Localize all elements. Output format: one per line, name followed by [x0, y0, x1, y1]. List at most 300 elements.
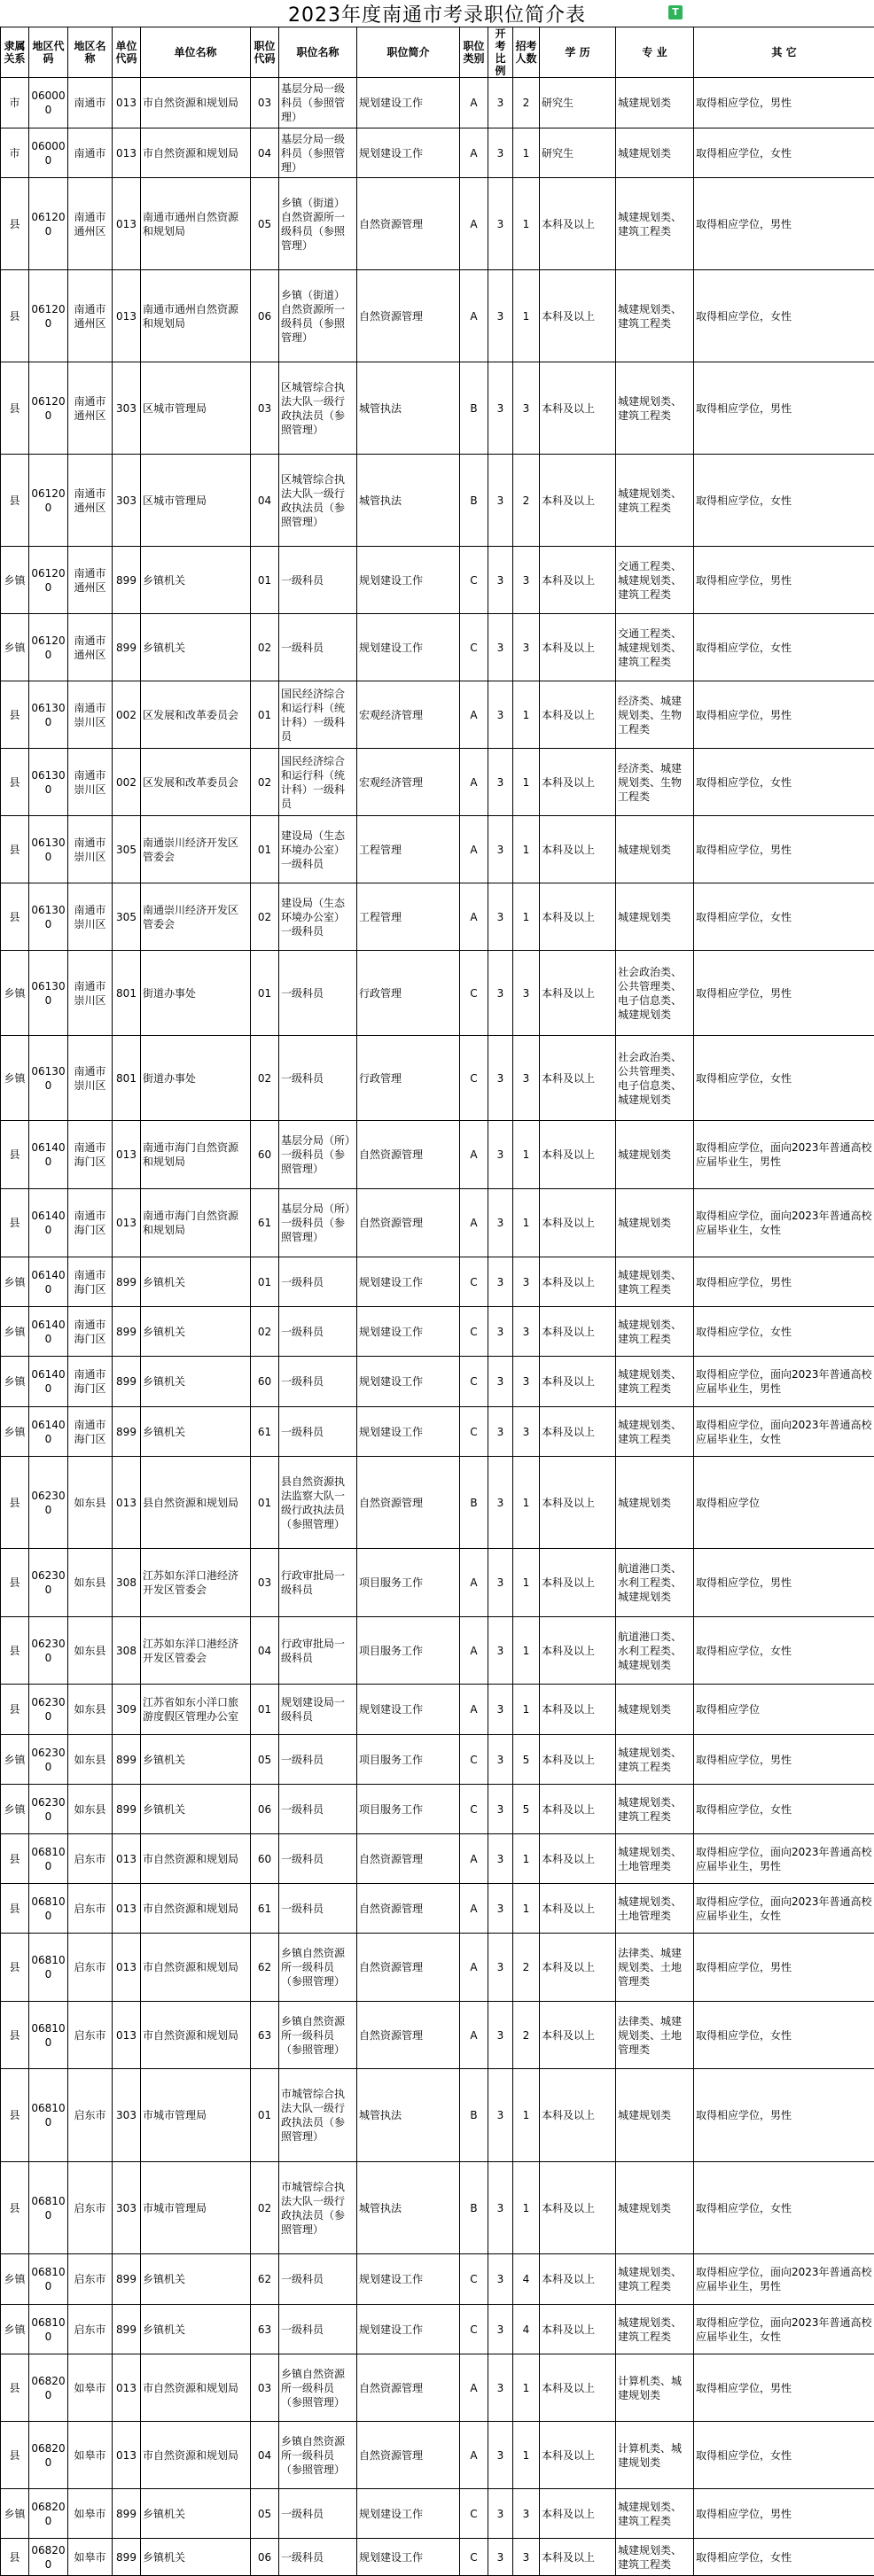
- header-region-code: 地区代码: [29, 27, 68, 78]
- cell-education: 本科及以上: [540, 1407, 616, 1457]
- cell-recruit-count: 1: [513, 1884, 540, 1934]
- cell-unit-code: 899: [113, 2489, 141, 2539]
- cell-recruit-count: 3: [513, 2539, 540, 2576]
- cell-education: 本科及以上: [540, 2422, 616, 2489]
- cell-major: 法律类、城建规划类、土地管理类: [616, 2002, 694, 2069]
- cell-exam-ratio: 3: [488, 1549, 513, 1617]
- cell-position-name: 一级科员: [279, 2305, 357, 2354]
- cell-recruit-count: 1: [513, 1457, 540, 1549]
- cell-unit-code: 801: [113, 951, 141, 1036]
- header-region-name: 地区名称: [68, 27, 113, 78]
- table-row: [1, 362, 874, 455]
- cell-unit-name: 乡镇机关: [141, 1307, 251, 1357]
- cell-position-summary: 自然资源管理: [357, 178, 460, 270]
- cell-position-category: C: [460, 1307, 488, 1357]
- cell-other: 取得相应学位，男性: [694, 78, 874, 128]
- cell-unit-name: 乡镇机关: [141, 2254, 251, 2305]
- cell-position-name: 建设局（生态环境办公室）一级科员: [279, 816, 357, 883]
- cell-affiliation: 县: [1, 1884, 29, 1934]
- cell-region-code: 068100: [29, 2162, 68, 2254]
- cell-education: 本科及以上: [540, 1735, 616, 1785]
- cell-region-name: 南通市通州区: [68, 455, 113, 547]
- cell-affiliation: 县: [1, 455, 29, 547]
- cell-unit-name: 街道办事处: [141, 951, 251, 1036]
- cell-other: 取得相应学位，面向2023年普通高校应届毕业生，女性: [694, 1407, 874, 1457]
- text-badge-icon[interactable]: T: [668, 5, 683, 19]
- cell-unit-code: 303: [113, 2069, 141, 2162]
- cell-recruit-count: 2: [513, 78, 540, 128]
- cell-other: 取得相应学位，男性: [694, 547, 874, 614]
- table-row: [1, 2162, 874, 2254]
- cell-region-code: 061200: [29, 547, 68, 614]
- cell-position-category: A: [460, 883, 488, 951]
- cell-position-code: 02: [251, 1307, 279, 1357]
- cell-major: 交通工程类、城建规划类、建筑工程类: [616, 614, 694, 681]
- cell-position-summary: 规划建设工作: [357, 547, 460, 614]
- table-row: [1, 1121, 874, 1189]
- cell-position-code: 61: [251, 1189, 279, 1257]
- cell-region-code: 061400: [29, 1121, 68, 1189]
- header-other: 其 它: [694, 27, 874, 78]
- cell-region-name: 如东县: [68, 1617, 113, 1685]
- cell-major: 城建规划类: [616, 2069, 694, 2162]
- cell-position-name: 区城管综合执法大队一级行政执法员（参照管理）: [279, 455, 357, 547]
- table-row: [1, 1934, 874, 2002]
- cell-unit-name: 市城市管理局: [141, 2162, 251, 2254]
- cell-region-name: 南通市崇川区: [68, 816, 113, 883]
- cell-position-category: C: [460, 2489, 488, 2539]
- cell-region-code: 068100: [29, 1934, 68, 2002]
- cell-exam-ratio: 3: [488, 951, 513, 1036]
- cell-position-category: A: [460, 1834, 488, 1884]
- cell-position-name: 县自然资源执法监察大队一级行政执法员（参照管理）: [279, 1457, 357, 1549]
- cell-affiliation: 乡镇: [1, 1357, 29, 1407]
- cell-position-summary: 规划建设工作: [357, 2254, 460, 2305]
- cell-other: 取得相应学位，女性: [694, 749, 874, 816]
- cell-exam-ratio: 3: [488, 1257, 513, 1307]
- cell-other: 取得相应学位: [694, 1457, 874, 1549]
- cell-region-code: 061200: [29, 178, 68, 270]
- cell-education: 本科及以上: [540, 2069, 616, 2162]
- cell-region-code: 060000: [29, 78, 68, 128]
- cell-unit-name: 南通市通州自然资源和规划局: [141, 270, 251, 362]
- cell-recruit-count: 1: [513, 1834, 540, 1884]
- cell-other: 取得相应学位，男性: [694, 362, 874, 455]
- cell-affiliation: 乡镇: [1, 1307, 29, 1357]
- cell-other: 取得相应学位，男性: [694, 1934, 874, 2002]
- cell-unit-code: 899: [113, 547, 141, 614]
- cell-position-name: 基层分局一级科员（参照管理）: [279, 128, 357, 178]
- cell-region-name: 启东市: [68, 2162, 113, 2254]
- cell-region-name: 启东市: [68, 2305, 113, 2354]
- cell-other: 取得相应学位，面向2023年普通高校应届毕业生，女性: [694, 1189, 874, 1257]
- cell-exam-ratio: 3: [488, 362, 513, 455]
- cell-affiliation: 县: [1, 2422, 29, 2489]
- cell-exam-ratio: 3: [488, 1457, 513, 1549]
- cell-unit-code: 801: [113, 1036, 141, 1121]
- cell-major: 城建规划类、建筑工程类: [616, 2539, 694, 2576]
- cell-position-code: 02: [251, 749, 279, 816]
- cell-position-code: 62: [251, 2254, 279, 2305]
- cell-education: 研究生: [540, 78, 616, 128]
- cell-education: 本科及以上: [540, 614, 616, 681]
- cell-region-code: 068100: [29, 1834, 68, 1884]
- cell-education: 本科及以上: [540, 270, 616, 362]
- cell-recruit-count: 3: [513, 2489, 540, 2539]
- cell-exam-ratio: 3: [488, 270, 513, 362]
- cell-unit-name: 区发展和改革委员会: [141, 681, 251, 749]
- cell-region-code: 061300: [29, 816, 68, 883]
- cell-region-code: 061300: [29, 1036, 68, 1121]
- cell-region-name: 如东县: [68, 1685, 113, 1735]
- cell-position-category: C: [460, 1735, 488, 1785]
- cell-position-summary: 城管执法: [357, 2069, 460, 2162]
- cell-position-summary: 规划建设工作: [357, 2489, 460, 2539]
- cell-education: 本科及以上: [540, 749, 616, 816]
- cell-region-name: 南通市通州区: [68, 614, 113, 681]
- cell-position-code: 06: [251, 1785, 279, 1834]
- cell-position-summary: 自然资源管理: [357, 2354, 460, 2422]
- cell-unit-name: 乡镇机关: [141, 614, 251, 681]
- cell-position-summary: 项目服务工作: [357, 1617, 460, 1685]
- cell-education: 本科及以上: [540, 2305, 616, 2354]
- cell-position-summary: 规划建设工作: [357, 1307, 460, 1357]
- cell-position-summary: 规划建设工作: [357, 1257, 460, 1307]
- cell-position-code: 03: [251, 2354, 279, 2422]
- cell-position-category: A: [460, 816, 488, 883]
- header-affiliation: 隶属关系: [1, 27, 29, 78]
- cell-exam-ratio: 3: [488, 2354, 513, 2422]
- cell-other: 取得相应学位，女性: [694, 1785, 874, 1834]
- cell-education: 本科及以上: [540, 2354, 616, 2422]
- cell-region-name: 南通市通州区: [68, 547, 113, 614]
- cell-affiliation: 乡镇: [1, 951, 29, 1036]
- cell-position-code: 60: [251, 1357, 279, 1407]
- cell-position-summary: 城管执法: [357, 362, 460, 455]
- cell-region-name: 启东市: [68, 2254, 113, 2305]
- cell-exam-ratio: 3: [488, 1884, 513, 1934]
- cell-unit-code: 899: [113, 1785, 141, 1834]
- cell-unit-code: 013: [113, 1834, 141, 1884]
- cell-exam-ratio: 3: [488, 2305, 513, 2354]
- cell-exam-ratio: 3: [488, 681, 513, 749]
- cell-major: 计算机类、城建规划类: [616, 2354, 694, 2422]
- cell-region-name: 南通市崇川区: [68, 1036, 113, 1121]
- page-title: 2023年度南通市考录职位简介表: [288, 0, 586, 27]
- table-row: [1, 2489, 874, 2539]
- cell-unit-name: 乡镇机关: [141, 2305, 251, 2354]
- cell-other: 取得相应学位，女性: [694, 2539, 874, 2576]
- cell-region-code: 061300: [29, 681, 68, 749]
- cell-position-name: 一级科员: [279, 2489, 357, 2539]
- cell-unit-code: 013: [113, 2002, 141, 2069]
- cell-position-name: 基层分局一级科员（参照管理）: [279, 78, 357, 128]
- cell-major: 城建规划类: [616, 1121, 694, 1189]
- cell-affiliation: 乡镇: [1, 1036, 29, 1121]
- cell-position-category: B: [460, 2069, 488, 2162]
- cell-unit-code: 013: [113, 270, 141, 362]
- cell-recruit-count: 1: [513, 1685, 540, 1735]
- cell-exam-ratio: 3: [488, 883, 513, 951]
- cell-education: 本科及以上: [540, 362, 616, 455]
- cell-exam-ratio: 3: [488, 178, 513, 270]
- table-row: [1, 1884, 874, 1934]
- cell-region-code: 062300: [29, 1457, 68, 1549]
- cell-region-code: 061400: [29, 1407, 68, 1457]
- cell-exam-ratio: 3: [488, 1121, 513, 1189]
- cell-recruit-count: 2: [513, 1934, 540, 2002]
- cell-position-name: 建设局（生态环境办公室）一级科员: [279, 883, 357, 951]
- cell-unit-code: 899: [113, 1307, 141, 1357]
- cell-position-category: A: [460, 270, 488, 362]
- cell-position-summary: 自然资源管理: [357, 1934, 460, 2002]
- cell-other: 取得相应学位，男性: [694, 2069, 874, 2162]
- cell-position-code: 61: [251, 1407, 279, 1457]
- cell-affiliation: 县: [1, 1549, 29, 1617]
- table-row: [1, 1549, 874, 1617]
- cell-other: 取得相应学位，男性: [694, 816, 874, 883]
- cell-exam-ratio: 3: [488, 78, 513, 128]
- table-row: [1, 816, 874, 883]
- cell-unit-name: 乡镇机关: [141, 1257, 251, 1307]
- cell-position-code: 63: [251, 2305, 279, 2354]
- cell-unit-name: 南通市海门自然资源和规划局: [141, 1121, 251, 1189]
- cell-other: 取得相应学位，女性: [694, 1036, 874, 1121]
- cell-position-name: 一级科员: [279, 1257, 357, 1307]
- cell-position-summary: 自然资源管理: [357, 1189, 460, 1257]
- cell-major: 城建规划类: [616, 1685, 694, 1735]
- cell-exam-ratio: 3: [488, 2069, 513, 2162]
- cell-other: 取得相应学位，面向2023年普通高校应届毕业生，男性: [694, 2254, 874, 2305]
- cell-region-name: 启东市: [68, 2069, 113, 2162]
- cell-unit-code: 013: [113, 1189, 141, 1257]
- cell-unit-name: 乡镇机关: [141, 2489, 251, 2539]
- cell-position-name: 行政审批局一级科员: [279, 1617, 357, 1685]
- cell-position-code: 01: [251, 681, 279, 749]
- cell-region-name: 南通市崇川区: [68, 883, 113, 951]
- cell-affiliation: 县: [1, 2002, 29, 2069]
- table-row: [1, 1457, 874, 1549]
- cell-position-name: 一级科员: [279, 1834, 357, 1884]
- cell-position-category: A: [460, 1189, 488, 1257]
- cell-education: 本科及以上: [540, 1617, 616, 1685]
- cell-affiliation: 县: [1, 1617, 29, 1685]
- cell-position-name: 乡镇（街道）自然资源所一级科员（参照管理）: [279, 270, 357, 362]
- cell-region-code: 062300: [29, 1735, 68, 1785]
- cell-affiliation: 县: [1, 749, 29, 816]
- cell-region-code: 061300: [29, 883, 68, 951]
- header-position-category: 职位类别: [460, 27, 488, 78]
- cell-position-name: 市城管综合执法大队一级行政执法员（参照管理）: [279, 2162, 357, 2254]
- cell-position-code: 61: [251, 1884, 279, 1934]
- cell-position-summary: 项目服务工作: [357, 1549, 460, 1617]
- cell-exam-ratio: 3: [488, 2162, 513, 2254]
- cell-education: 本科及以上: [540, 681, 616, 749]
- cell-unit-code: 305: [113, 816, 141, 883]
- cell-exam-ratio: 3: [488, 2489, 513, 2539]
- cell-position-category: A: [460, 128, 488, 178]
- cell-unit-name: 江苏省如东小洋口旅游度假区管理办公室: [141, 1685, 251, 1735]
- cell-education: 本科及以上: [540, 2489, 616, 2539]
- cell-position-name: 一级科员: [279, 951, 357, 1036]
- cell-position-category: A: [460, 749, 488, 816]
- cell-exam-ratio: 3: [488, 1934, 513, 2002]
- cell-unit-code: 899: [113, 2539, 141, 2576]
- cell-recruit-count: 2: [513, 2002, 540, 2069]
- table-row: [1, 681, 874, 749]
- cell-recruit-count: 1: [513, 2162, 540, 2254]
- cell-position-code: 06: [251, 270, 279, 362]
- cell-position-category: A: [460, 1121, 488, 1189]
- table-row: [1, 2069, 874, 2162]
- cell-major: 社会政治类、公共管理类、电子信息类、城建规划类: [616, 951, 694, 1036]
- cell-other: 取得相应学位，男性: [694, 681, 874, 749]
- cell-affiliation: 县: [1, 681, 29, 749]
- cell-position-name: 一级科员: [279, 1785, 357, 1834]
- table-row: [1, 749, 874, 816]
- table-row: [1, 2354, 874, 2422]
- cell-position-name: 乡镇自然资源所一级科员（参照管理）: [279, 2422, 357, 2489]
- cell-affiliation: 乡镇: [1, 2305, 29, 2354]
- cell-region-name: 南通市海门区: [68, 1189, 113, 1257]
- cell-unit-name: 市自然资源和规划局: [141, 2354, 251, 2422]
- cell-region-code: 061200: [29, 455, 68, 547]
- cell-region-code: 062300: [29, 1549, 68, 1617]
- cell-recruit-count: 1: [513, 1549, 540, 1617]
- cell-unit-name: 乡镇机关: [141, 547, 251, 614]
- title-bar: [0, 0, 874, 27]
- cell-position-name: 基层分局（所）一级科员（参照管理）: [279, 1189, 357, 1257]
- cell-unit-name: 乡镇机关: [141, 1785, 251, 1834]
- cell-region-name: 南通市通州区: [68, 362, 113, 455]
- cell-position-category: C: [460, 2539, 488, 2576]
- cell-exam-ratio: 3: [488, 2002, 513, 2069]
- cell-position-category: C: [460, 614, 488, 681]
- cell-position-summary: 规划建设工作: [357, 1407, 460, 1457]
- cell-region-code: 060000: [29, 128, 68, 178]
- cell-position-code: 01: [251, 2069, 279, 2162]
- table-row: [1, 128, 874, 178]
- cell-recruit-count: 1: [513, 1617, 540, 1685]
- cell-education: 本科及以上: [540, 1036, 616, 1121]
- cell-exam-ratio: 3: [488, 1834, 513, 1884]
- table-row: [1, 2422, 874, 2489]
- cell-education: 本科及以上: [540, 1884, 616, 1934]
- cell-position-category: A: [460, 681, 488, 749]
- cell-region-name: 如皋市: [68, 2539, 113, 2576]
- cell-exam-ratio: 3: [488, 455, 513, 547]
- cell-other: 取得相应学位: [694, 1685, 874, 1735]
- cell-position-summary: 规划建设工作: [357, 1357, 460, 1407]
- table-row: [1, 1834, 874, 1884]
- cell-region-code: 068200: [29, 2489, 68, 2539]
- cell-exam-ratio: 3: [488, 1407, 513, 1457]
- cell-position-name: 规划建设局一级科员: [279, 1685, 357, 1735]
- cell-position-code: 60: [251, 1834, 279, 1884]
- cell-affiliation: 乡镇: [1, 2489, 29, 2539]
- cell-other: 取得相应学位，面向2023年普通高校应届毕业生，女性: [694, 2305, 874, 2354]
- cell-affiliation: 县: [1, 816, 29, 883]
- cell-recruit-count: 4: [513, 2305, 540, 2354]
- cell-unit-code: 013: [113, 1121, 141, 1189]
- cell-position-name: 乡镇自然资源所一级科员（参照管理）: [279, 1934, 357, 2002]
- cell-recruit-count: 1: [513, 178, 540, 270]
- table-row: [1, 1735, 874, 1785]
- cell-position-code: 05: [251, 1735, 279, 1785]
- cell-major: 城建规划类、建筑工程类: [616, 1307, 694, 1357]
- header-unit-code: 单位代码: [113, 27, 141, 78]
- cell-position-name: 一级科员: [279, 1735, 357, 1785]
- cell-major: 城建规划类: [616, 2162, 694, 2254]
- cell-affiliation: 县: [1, 2354, 29, 2422]
- cell-unit-code: 303: [113, 2162, 141, 2254]
- cell-unit-name: 县自然资源和规划局: [141, 1457, 251, 1549]
- cell-major: 城建规划类: [616, 128, 694, 178]
- cell-region-name: 如皋市: [68, 2354, 113, 2422]
- cell-position-category: A: [460, 1617, 488, 1685]
- cell-position-code: 60: [251, 1121, 279, 1189]
- cell-exam-ratio: 3: [488, 1189, 513, 1257]
- cell-major: 城建规划类: [616, 1457, 694, 1549]
- cell-region-code: 068200: [29, 2539, 68, 2576]
- header-position-name: 职位名称: [279, 27, 357, 78]
- cell-position-summary: 规划建设工作: [357, 78, 460, 128]
- cell-position-summary: 宏观经济管理: [357, 681, 460, 749]
- cell-unit-code: 002: [113, 749, 141, 816]
- cell-region-code: 061200: [29, 270, 68, 362]
- cell-unit-code: 899: [113, 2305, 141, 2354]
- cell-education: 本科及以上: [540, 951, 616, 1036]
- cell-unit-name: 区城市管理局: [141, 362, 251, 455]
- cell-position-category: C: [460, 1785, 488, 1834]
- cell-recruit-count: 5: [513, 1735, 540, 1785]
- cell-exam-ratio: 3: [488, 2422, 513, 2489]
- cell-education: 本科及以上: [540, 1785, 616, 1834]
- cell-position-category: C: [460, 1036, 488, 1121]
- cell-recruit-count: 1: [513, 681, 540, 749]
- cell-major: 城建规划类、建筑工程类: [616, 1357, 694, 1407]
- cell-major: 城建规划类、建筑工程类: [616, 362, 694, 455]
- cell-unit-name: 乡镇机关: [141, 1357, 251, 1407]
- cell-position-summary: 工程管理: [357, 816, 460, 883]
- cell-exam-ratio: 3: [488, 614, 513, 681]
- cell-position-summary: 自然资源管理: [357, 1884, 460, 1934]
- cell-position-summary: 行政管理: [357, 1036, 460, 1121]
- cell-position-category: A: [460, 1549, 488, 1617]
- cell-region-name: 如东县: [68, 1785, 113, 1834]
- cell-unit-code: 308: [113, 1617, 141, 1685]
- cell-position-category: C: [460, 547, 488, 614]
- cell-unit-name: 街道办事处: [141, 1036, 251, 1121]
- cell-unit-name: 乡镇机关: [141, 1407, 251, 1457]
- cell-affiliation: 县: [1, 1457, 29, 1549]
- cell-affiliation: 县: [1, 270, 29, 362]
- cell-education: 本科及以上: [540, 816, 616, 883]
- cell-position-code: 62: [251, 1934, 279, 2002]
- cell-region-code: 061400: [29, 1357, 68, 1407]
- cell-unit-code: 013: [113, 178, 141, 270]
- cell-education: 本科及以上: [540, 1457, 616, 1549]
- table-row: [1, 1785, 874, 1834]
- cell-position-summary: 城管执法: [357, 2162, 460, 2254]
- cell-affiliation: 县: [1, 2069, 29, 2162]
- cell-exam-ratio: 3: [488, 2254, 513, 2305]
- cell-position-summary: 规划建设工作: [357, 128, 460, 178]
- cell-exam-ratio: 3: [488, 547, 513, 614]
- cell-affiliation: 乡镇: [1, 1785, 29, 1834]
- cell-position-summary: 行政管理: [357, 951, 460, 1036]
- cell-position-code: 01: [251, 1685, 279, 1735]
